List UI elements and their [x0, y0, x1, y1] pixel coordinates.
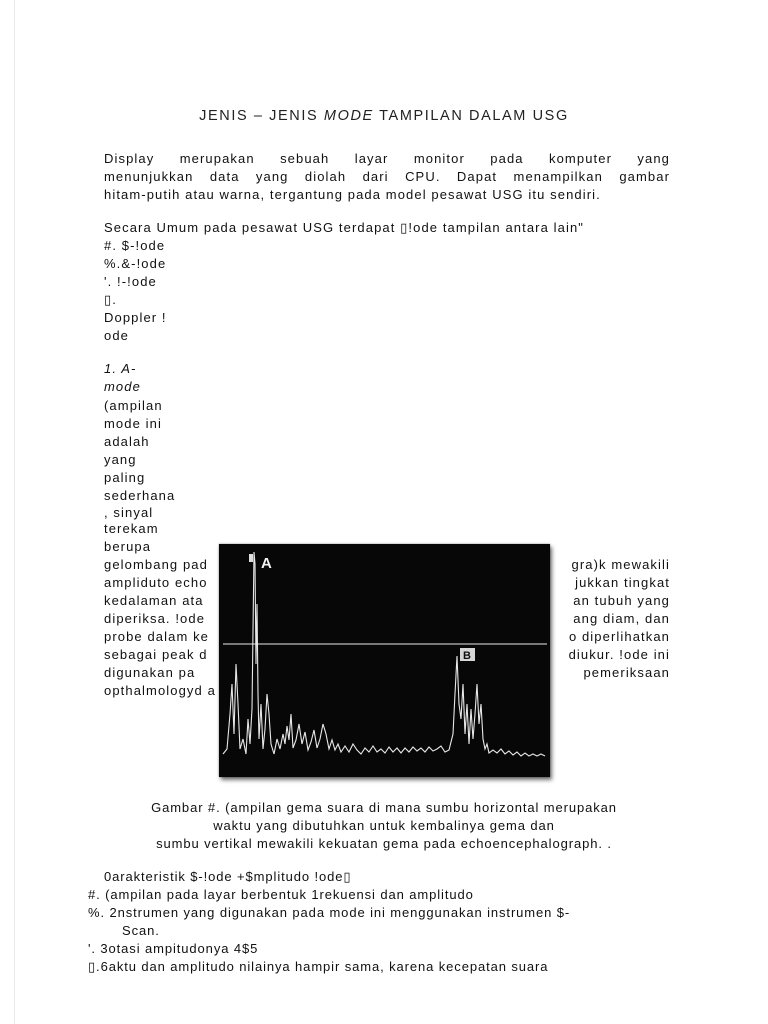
- amode-heading: mode: [104, 379, 141, 394]
- narrow-text-line: paling: [104, 470, 146, 485]
- amode-echo-figure: [219, 544, 550, 777]
- figure-caption: waktu yang dibutuhkan untuk kembalinya gema dan: [213, 818, 555, 833]
- mode-list-item: ode: [104, 328, 129, 343]
- narrow-text-line: (ampilan: [104, 398, 163, 413]
- narrow-text-line: , sinyal: [104, 505, 154, 520]
- karakteristik-item: ▯.6aktu dan amplitudo nilainya hampir sama, karena kecepatan suara: [88, 959, 549, 974]
- wrapped-line-left: opthalmologyd a: [104, 683, 216, 698]
- wrapped-line-left: digunakan pa: [104, 665, 196, 680]
- wrapped-line-right: jukkan tingkat: [575, 575, 670, 590]
- wrapped-line-left: ampliduto echo: [104, 575, 208, 590]
- wrapped-line-left: diperiksa. !ode: [104, 611, 206, 626]
- figure-caption: Gambar #. (ampilan gema suara di mana sumbu horizontal merupakan: [151, 800, 617, 815]
- peak-label-b: B: [463, 650, 471, 662]
- mode-list-item: ▯.: [104, 292, 117, 307]
- narrow-text-line: terekam: [104, 521, 159, 536]
- wrapped-line-left: sebagai peak d: [104, 647, 208, 662]
- intro-line: menunjukkan data yang diolah dari CPU. Dapat menampilkan gambar: [104, 169, 670, 184]
- peak-marker: [249, 554, 253, 562]
- wrapped-line-left: kedalaman ata: [104, 593, 204, 608]
- karakteristik-item: %. 2nstrumen yang digunakan pada mode ini menggunakan instrumen $-: [88, 905, 571, 920]
- narrow-text-line: sederhana: [104, 488, 176, 503]
- intro-line: Display merupakan sebuah layar monitor pada komputer yang: [104, 151, 670, 166]
- page-margin-line: [14, 0, 15, 1024]
- karakteristik-item: '. 3otasi ampitudonya 4$5: [88, 941, 259, 956]
- echo-trace: [223, 552, 545, 756]
- page-title: JENIS – JENIS MODE TAMPILAN DALAM USG: [199, 108, 569, 124]
- narrow-text-line: mode ini: [104, 416, 162, 431]
- wrapped-line-left: probe dalam ke: [104, 629, 210, 644]
- wrapped-line-right: o diperlihatkan: [568, 629, 670, 644]
- narrow-text-line: adalah: [104, 434, 150, 449]
- karakteristik-item: #. (ampilan pada layar berbentuk 1rekuensi dan amplitudo: [88, 887, 474, 902]
- amode-trace-graphic: [219, 544, 550, 777]
- mode-list-item: #. $-!ode: [104, 238, 166, 253]
- mode-list-item: Doppler !: [104, 310, 167, 325]
- mode-list-item: %.&-!ode: [104, 256, 167, 271]
- wrapped-line-left: gelombang pad: [104, 557, 208, 572]
- mode-list-item: '. !-!ode: [104, 274, 157, 289]
- karakteristik-item: Scan.: [122, 923, 160, 938]
- wrapped-line-right: diukur. !ode ini: [568, 647, 670, 662]
- intro-line: hitam-putih atau warna, tergantung pada model pesawat USG itu sendiri.: [104, 187, 601, 202]
- wrapped-line-right: an tubuh yang: [573, 593, 670, 608]
- amode-heading: 1. A-: [104, 361, 137, 376]
- peak-label-a: A: [261, 555, 272, 572]
- wrapped-line-right: gra)k mewakili: [571, 557, 670, 572]
- karakteristik-heading: 0arakteristik $-!ode +$mplitudo !ode▯: [104, 869, 352, 884]
- figure-caption: sumbu vertikal mewakili kekuatan gema pada echoencephalograph. .: [156, 836, 612, 851]
- secara-umum-line: Secara Umum pada pesawat USG terdapat ▯!ode tampilan antara lain": [104, 220, 584, 235]
- narrow-text-line: yang: [104, 452, 137, 467]
- wrapped-line-right: ang diam, dan: [573, 611, 670, 626]
- wrapped-line-right: pemeriksaan: [583, 665, 670, 680]
- narrow-text-line: berupa: [104, 539, 152, 554]
